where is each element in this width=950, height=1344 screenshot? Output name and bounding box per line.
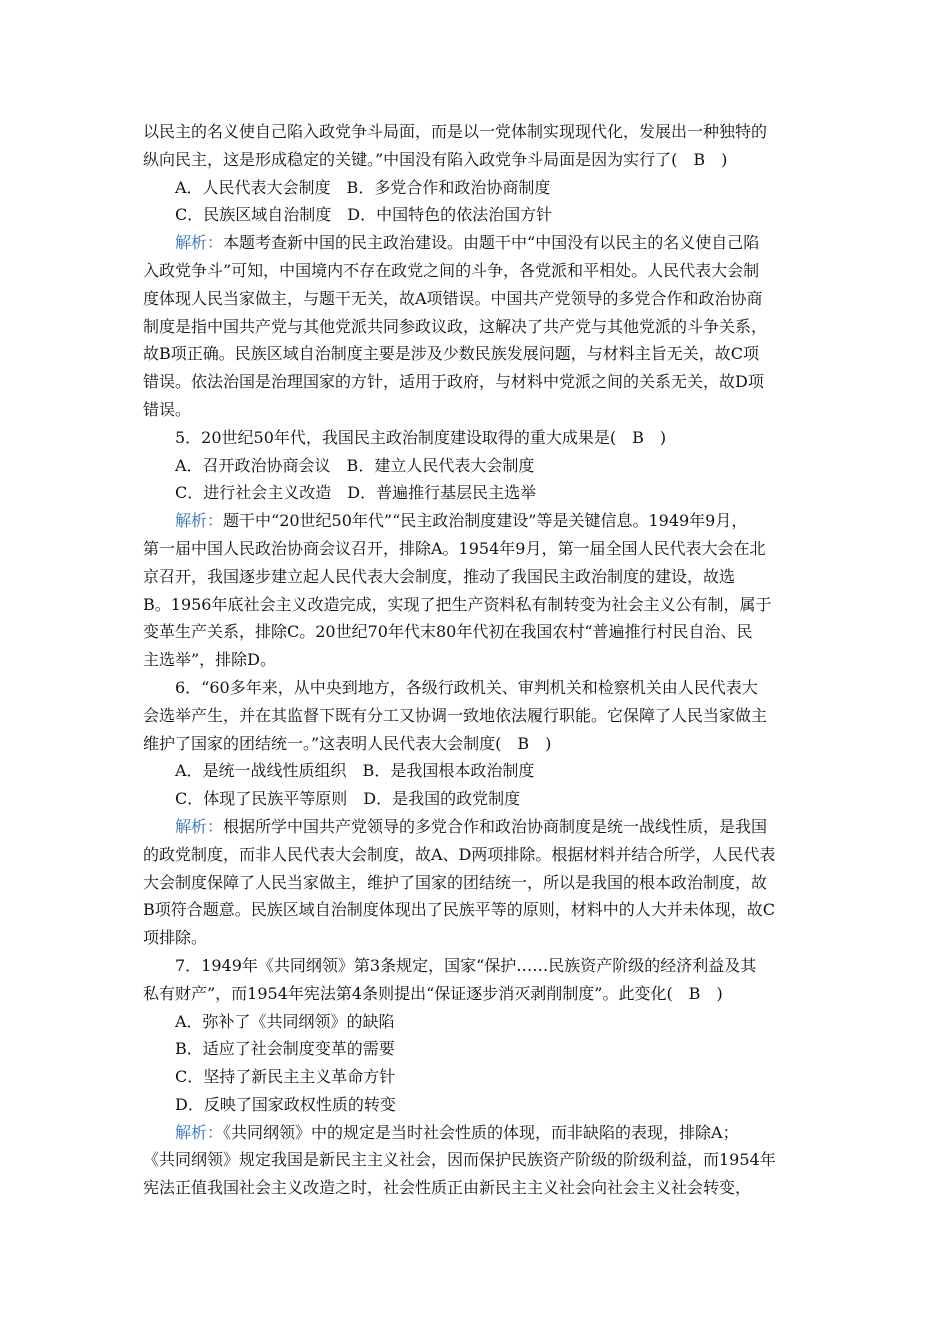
line-text: C．坚持了新民主主义革命方针 — [175, 1067, 396, 1087]
text-line — [143, 368, 811, 396]
text-line — [143, 896, 811, 924]
line-text: B．适应了社会制度变革的需要 — [175, 1039, 395, 1059]
line-text: D．反映了国家政权性质的转变 — [175, 1094, 396, 1114]
text-line — [143, 757, 811, 785]
text-line — [143, 1146, 811, 1174]
analysis-label: 解析： — [175, 233, 224, 253]
line-text: 项排除。 — [143, 928, 208, 948]
text-line — [143, 1008, 811, 1036]
text-line — [143, 591, 811, 619]
text-line — [143, 646, 811, 674]
line-text: 7．1949年《共同纲领》第3条规定，国家“保护……民族资产阶级的经济利益及其 — [175, 955, 757, 975]
text-line — [143, 174, 811, 202]
line-text: 大会制度保障了人民当家做主，维护了国家的团结统一，所以是我国的根本政治制度，故 — [143, 872, 768, 892]
text-line — [143, 1091, 811, 1119]
line-text: 入政党争斗”可知，中国境内不存在政党之间的斗争，各党派和平相处。人民代表大会制 — [143, 260, 760, 280]
line-text: 本题考查新中国的民主政治建设。由题干中“中国没有以民主的名义使自己陷 — [223, 233, 760, 253]
text-line — [143, 924, 811, 952]
line-text: 错误。依法治国是治理国家的方针，适用于政府，与材料中党派之间的关系无关，故D项 — [143, 372, 764, 392]
line-text: A．是统一战线性质组织 B．是我国根本政治制度 — [175, 761, 535, 781]
text-line — [143, 869, 811, 897]
text-line — [143, 674, 811, 702]
line-text: C．体现了民族平等原则 D．是我国的政党制度 — [175, 789, 521, 809]
text-line — [143, 340, 811, 368]
text-line — [143, 313, 811, 341]
line-text: 主选举”，排除D。 — [143, 650, 277, 670]
text-line — [143, 452, 811, 480]
text-line — [143, 952, 811, 980]
line-text: 会选举产生，并在其监督下既有分工又协调一致地依法履行职能。它保障了人民当家做主 — [143, 705, 768, 725]
line-text: 宪法正值我国社会主义改造之时，社会性质正由新民主主义社会向社会主义社会转变， — [143, 1178, 752, 1198]
text-line — [143, 396, 811, 424]
text-line — [143, 618, 811, 646]
line-text: 6．“60多年来，从中央到地方，各级行政机关、审判机关和检察机关由人民代表大 — [175, 677, 758, 697]
line-text: 维护了国家的团结统一。”这表明人民代表大会制度( B ) — [143, 733, 552, 753]
document-body — [143, 118, 811, 1202]
line-text: 京召开，我国逐步建立起人民代表大会制度，推动了我国民主政治制度的建设，故选 — [143, 566, 736, 586]
text-line — [143, 730, 811, 758]
text-line — [143, 785, 811, 813]
line-text: 以民主的名义使自己陷入政党争斗局面，而是以一党体制实现现代化，发展出一种独特的 — [143, 122, 768, 141]
line-text: 制度是指中国共产党与其他党派共同参政议政，这解决了共产党与其他党派的斗争关系， — [143, 316, 768, 336]
text-line — [143, 479, 811, 507]
text-line — [143, 813, 811, 841]
line-text: 5．20世纪50年代，我国民主政治制度建设取得的重大成果是( B ) — [175, 427, 667, 447]
line-text: C．进行社会主义改造 D．普遍推行基层民主选举 — [175, 483, 537, 503]
line-text: B项符合题意。民族区域自治制度体现出了民族平等的原则，材料中的人大并未体现，故C — [143, 900, 776, 920]
line-text: 私有财产”，而1954年宪法第4条则提出“保证逐步消灭剥削制度”。此变化( B ) — [143, 983, 723, 1003]
line-text: 错误。 — [143, 399, 192, 419]
line-text: C．民族区域自治制度 D．中国特色的依法治国方针 — [175, 205, 553, 225]
text-line — [143, 507, 811, 535]
text-line — [143, 201, 811, 229]
text-line — [143, 285, 811, 313]
text-line — [143, 118, 811, 146]
text-line — [143, 1174, 811, 1202]
line-text: A．召开政治协商会议 B．建立人民代表大会制度 — [175, 455, 535, 475]
line-text: 故B项正确。民族区域自治制度主要是涉及少数民族发展问题，与材料主旨无关，故C项 — [143, 344, 760, 364]
line-text: 纵向民主，这是形成稳定的关键。”中国没有陷入政党争斗局面是因为实行了( B ) — [143, 149, 728, 169]
text-line — [143, 1119, 811, 1147]
text-line — [143, 257, 811, 285]
text-line — [143, 535, 811, 563]
line-text: 题干中“20世纪50年代”“民主政治制度建设”等是关键信息。1949年9月， — [223, 511, 748, 531]
line-text: 变革生产关系，排除C。20世纪70年代末80年代初在我国农村“普遍推行村民自治、民 — [143, 622, 753, 642]
line-text: 第一届中国人民政治协商会议召开，排除A。1954年9月，第一届全国人民代表大会在北 — [143, 538, 766, 558]
text-line — [143, 702, 811, 730]
text-line — [143, 980, 811, 1008]
text-line — [143, 424, 811, 452]
line-text: 的政党制度，而非人民代表大会制度，故A、D两项排除。根据材料并结合所学，人民代表 — [143, 844, 776, 864]
line-text: B。1956年底社会主义改造完成，实现了把生产资料私有制转变为社会主义公有制，属于 — [143, 594, 772, 614]
text-line — [143, 229, 811, 257]
text-line — [143, 563, 811, 591]
line-text: 根据所学中国共产党领导的多党合作和政治协商制度是统一战线性质，是我国 — [223, 816, 768, 836]
text-line — [143, 146, 811, 174]
line-text: A．人民代表大会制度 B．多党合作和政治协商制度 — [175, 177, 551, 197]
line-text: A．弥补了《共同纲领》的缺陷 — [175, 1011, 395, 1031]
analysis-label: 解析： — [175, 511, 224, 531]
line-text: 《共同纲领》中的规定是当时社会性质的体现，而非缺陷的表现，排除A； — [223, 1122, 739, 1142]
text-line — [143, 1035, 811, 1063]
text-line — [143, 1063, 811, 1091]
analysis-label: 解析： — [175, 1122, 224, 1142]
text-line — [143, 841, 811, 869]
analysis-label: 解析： — [175, 816, 224, 836]
line-text: 《共同纲领》规定我国是新民主主义社会，因而保护民族资产阶级的阶级利益，而1954年 — [143, 1150, 776, 1170]
line-text: 度体现人民当家做主，与题干无关，故A项错误。中国共产党领导的多党合作和政治协商 — [143, 288, 763, 308]
